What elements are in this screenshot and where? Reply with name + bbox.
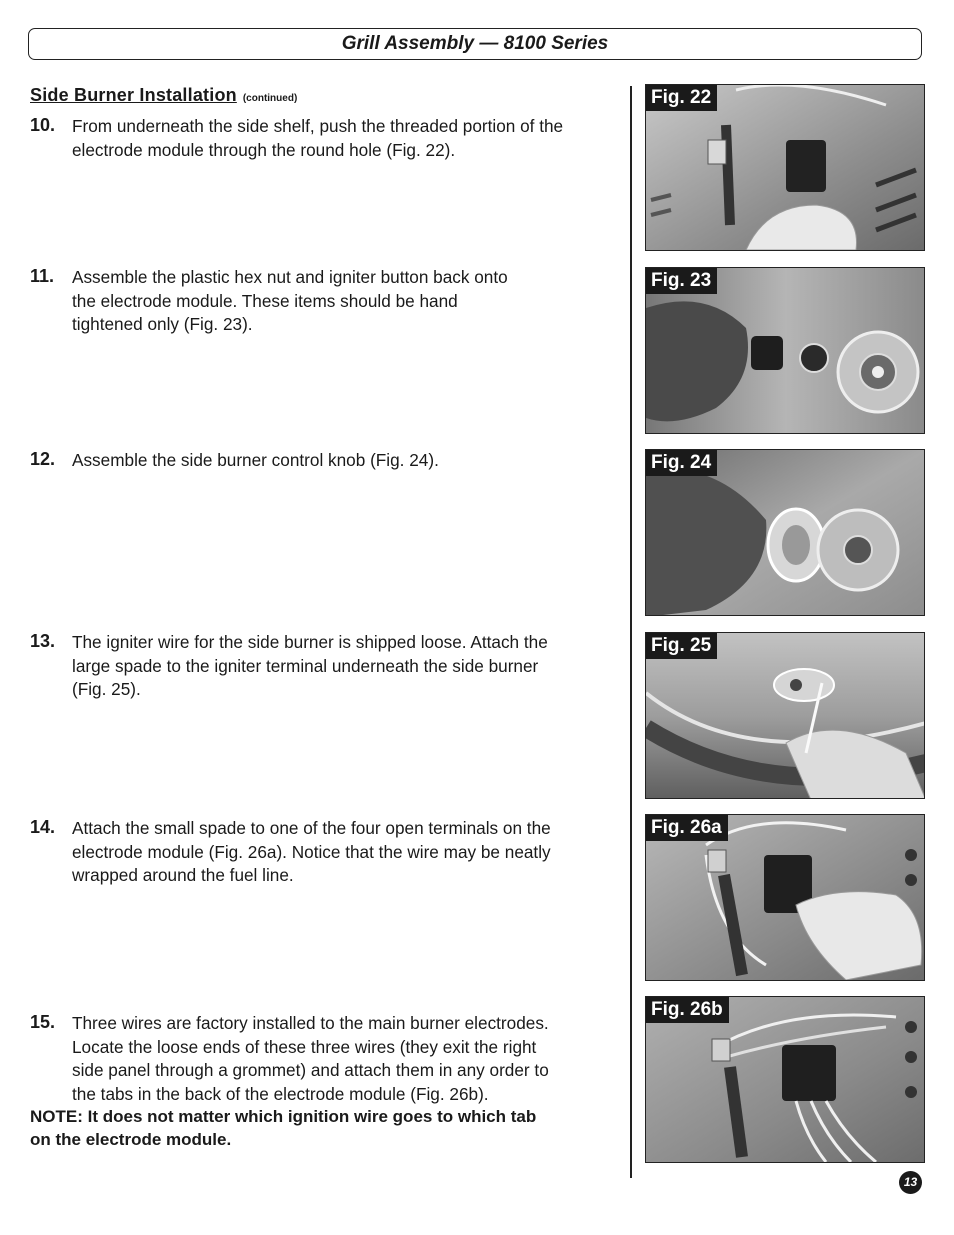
step-number: 12. bbox=[30, 449, 56, 469]
step-12 bbox=[30, 449, 615, 473]
step-text: Assemble the side burner control knob (Fig. 24). bbox=[72, 450, 439, 470]
page-header: Grill Assembly — 8100 Series bbox=[28, 28, 922, 60]
step-15 bbox=[30, 1012, 615, 1106]
step-14 bbox=[30, 817, 615, 888]
step-text: The igniter wire for the side burner is shipped loose. Attach the large spade to the igniter terminal underneath the side burner (Fig. 25). bbox=[72, 632, 548, 699]
step-13 bbox=[30, 631, 615, 702]
step-text: Three wires are factory installed to the main burner electrodes. Locate the loose ends of these three wires (they exit the right side panel through a grommet) and attach them in any order to the tabs in the back of the electrode module (Fig. 26b). bbox=[72, 1013, 549, 1104]
step-number: 11. bbox=[30, 266, 55, 286]
page-number: 13 bbox=[899, 1171, 922, 1194]
step-text: From underneath the side shelf, push the threaded portion of the electrode module through the round hole (Fig. 22). bbox=[72, 116, 564, 160]
column-divider bbox=[630, 86, 632, 1178]
section-title-text: Side Burner Installation bbox=[30, 85, 237, 105]
figure-25 bbox=[645, 632, 925, 799]
section-title bbox=[30, 85, 297, 106]
section-continued-label: (continued) bbox=[242, 93, 298, 104]
figure-23 bbox=[645, 267, 925, 434]
step-number: 14. bbox=[30, 817, 56, 837]
step-11 bbox=[30, 266, 615, 337]
figure-26a bbox=[645, 814, 925, 981]
figure-22 bbox=[645, 84, 925, 251]
figure-label: Fig. 25 bbox=[646, 633, 717, 659]
figure-label: Fig. 26b bbox=[646, 997, 729, 1023]
figure-26b bbox=[645, 996, 925, 1163]
step-10 bbox=[30, 115, 615, 162]
figure-label: Fig. 26a bbox=[646, 815, 728, 841]
step-number: 13. bbox=[30, 631, 56, 651]
step-text: Attach the small spade to one of the four open terminals on the electrode module (Fig. 26a). Notice that the wire may be neatly wrapped around the fuel line. bbox=[72, 818, 551, 885]
figure-label: Fig. 24 bbox=[646, 450, 717, 476]
figure-label: Fig. 22 bbox=[646, 85, 717, 111]
step-number: 10. bbox=[30, 115, 56, 135]
figure-label: Fig. 23 bbox=[646, 268, 717, 294]
figure-24 bbox=[645, 449, 925, 616]
step-text: Assemble the plastic hex nut and igniter button back onto the electrode module. These items should be hand tightened only (Fig. 23). bbox=[72, 267, 508, 334]
note-text: NOTE: It does not matter which ignition wire goes to which tab on the electrode module. bbox=[30, 1107, 537, 1149]
step-number: 15. bbox=[30, 1012, 56, 1032]
